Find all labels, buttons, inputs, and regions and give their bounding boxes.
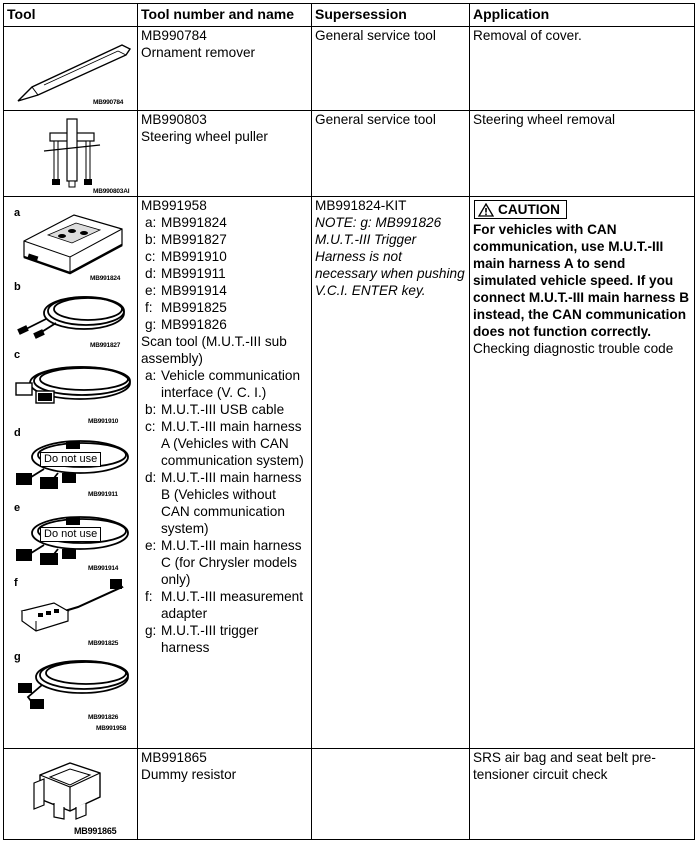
item-letter: c [14,349,21,361]
item-letter: b [14,281,21,293]
application-text: Checking diagnostic trouble code [473,340,674,356]
vci-unit-illustration [18,211,128,279]
item-code: MB991826 [88,714,119,721]
special-tools-table [3,3,695,840]
list-item: a: MB991824 [145,215,227,230]
tool-image-cell [4,749,138,840]
header-tool: Tool [4,4,138,27]
table-header-row [4,4,695,27]
list-item: c: MB991910 [145,249,227,264]
header-supersession: Supersession [312,4,470,27]
usb-cable-illustration [16,289,132,341]
supersession-cell: General service tool [312,111,470,197]
item-code: MB991911 [88,491,118,498]
caution-badge [474,200,567,219]
tool-number: MB991958 [141,198,207,213]
warning-triangle-icon [478,203,494,217]
header-application: Application [470,4,695,27]
steering-wheel-puller-illustration [42,117,102,189]
tool-number-and-name-cell [138,749,312,840]
tool-image-code: MB990784 [93,99,124,106]
list-item: a: Vehicle communication interface (V. C. I.) [145,368,301,400]
list-item: g: M.U.T.-III trigger harness [145,623,259,655]
tool-image-code: MB991865 [74,826,117,836]
tool-number-and-name-cell [138,197,312,749]
part-list [141,367,308,656]
kit-code: MB991958 [96,725,127,732]
tool-name: Steering wheel puller [141,129,268,144]
tool-name: Scan tool (M.U.T.-III sub assembly) [141,334,287,366]
application-cell: SRS air bag and seat belt pre-tensioner circuit check [470,749,695,840]
item-code: MB991824 [90,275,121,282]
caution-label: CAUTION [498,202,560,217]
table-row [4,749,695,840]
application-cell: Steering wheel removal [470,111,695,197]
tool-number-and-name-cell [138,27,312,111]
tool-image-cell [4,27,138,111]
item-code: MB991825 [88,640,119,647]
header-tool-number-and-name: Tool number and name [138,4,312,27]
do-not-use-tag: Do not use [40,452,101,467]
tool-number-and-name-cell [138,111,312,197]
tool-name: Dummy resistor [141,767,237,782]
do-not-use-tag: Do not use [40,527,101,542]
tool-image-cell [4,197,138,749]
supersession-cell: General service tool [312,27,470,111]
caution-text: For vehicles with CAN communication, use M.U.T.-III main harness A to send simulated vehicle speed. If you connect M.U.T.-III main harness B instead, the CAN communication does not function correctly. [473,221,690,339]
list-item: g: MB991826 [145,317,227,332]
list-item: f: M.U.T.-III measurement adapter [145,589,304,621]
tool-number: MB991865 [141,750,207,765]
list-item: e: MB991914 [145,283,227,298]
main-harness-a-illustration [14,357,134,413]
item-code: MB991827 [90,342,121,349]
supersession-kit: MB991824-KIT [315,198,407,213]
list-item: c: M.U.T.-III main harness A (Vehicles with CAN communication system) [145,419,304,468]
list-item: f: MB991825 [145,300,227,315]
tool-name: Ornament remover [141,45,256,60]
supersession-note: NOTE: g: MB991826 M.U.T.-III Trigger Harness is not necessary when pushing V.C.I. ENTER key. [315,215,465,298]
dummy-resistor-illustration [30,757,110,821]
list-item: b: MB991827 [145,232,227,247]
component-list [141,214,308,333]
measurement-adapter-illustration [18,577,128,635]
item-code: MB991910 [88,418,119,425]
supersession-cell [312,749,470,840]
supersession-cell [312,197,470,749]
list-item: e: M.U.T.-III main harness C (for Chrysler models only) [145,538,302,587]
trigger-harness-illustration [14,653,134,711]
tool-number: MB990803 [141,112,207,127]
tool-image-cell [4,111,138,197]
tool-image-code: MB990803AI [93,188,130,195]
application-cell [470,197,695,749]
table-row [4,27,695,111]
list-item: d: MB991911 [145,266,226,281]
tool-number: MB990784 [141,28,207,43]
item-letter: a [14,207,21,219]
item-letter: g [14,651,21,663]
table-row [4,197,695,749]
item-letter: d [14,427,21,439]
item-code: MB991914 [88,565,119,572]
list-item: b: M.U.T.-III USB cable [145,402,285,417]
table-row [4,111,695,197]
list-item: d: M.U.T.-III main harness B (Vehicles without CAN communication system) [145,470,302,536]
application-cell: Removal of cover. [470,27,695,111]
item-letter: e [14,502,21,514]
item-letter: f [14,577,18,589]
